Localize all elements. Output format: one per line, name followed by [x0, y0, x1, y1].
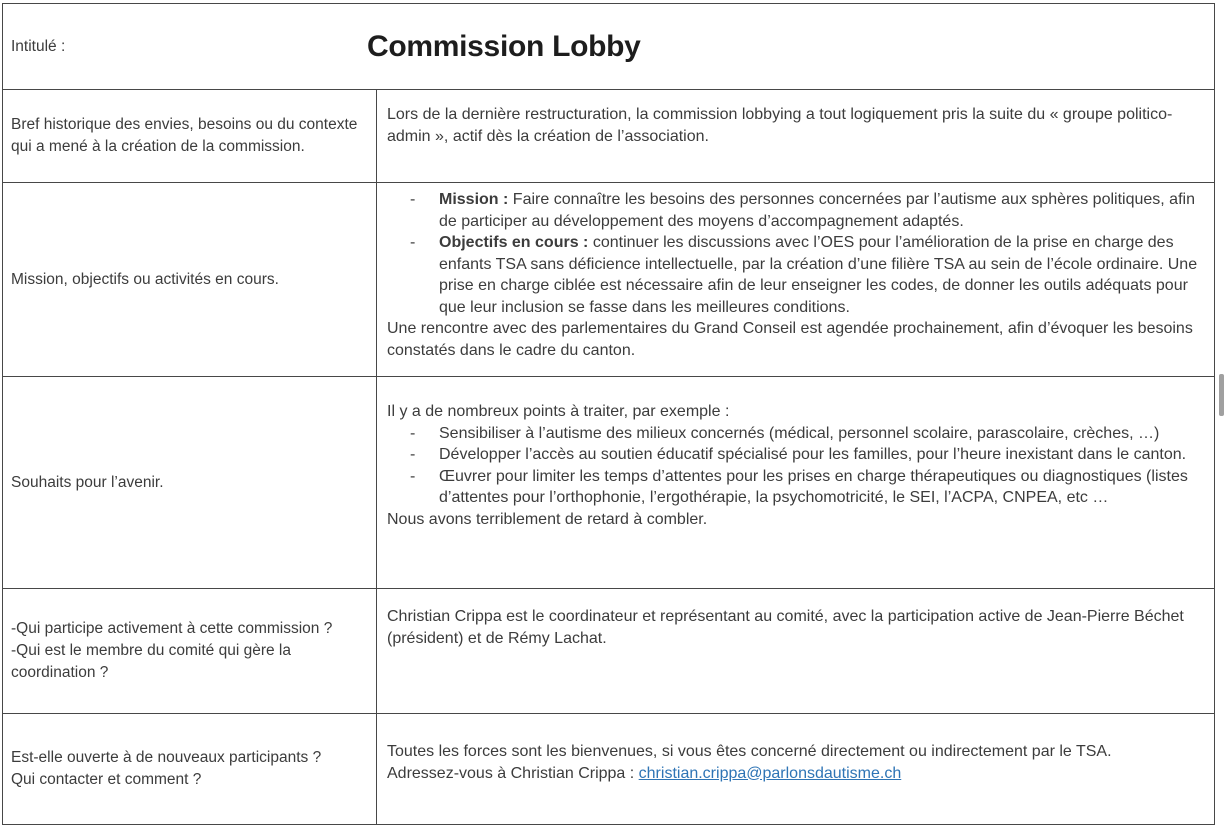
email-link[interactable]: christian.crippa@parlonsdautisme.ch	[638, 764, 902, 782]
table-row	[3, 714, 1214, 824]
bullet-text: Sensibiliser à l’autisme des milieux concernés (médical, personnel scolaire, parascolaire, crèches, …)	[439, 424, 1160, 442]
row-label-line: Est-elle ouverte à de nouveaux participants ?	[11, 749, 322, 766]
bullet-item	[387, 466, 1206, 509]
paragraph: Il y a de nombreux points à traiter, par exemple :	[387, 403, 730, 420]
row-label	[3, 589, 377, 713]
table-row	[3, 90, 1214, 183]
row-content	[377, 90, 1214, 182]
row-label	[3, 183, 377, 376]
bullet-item	[387, 232, 1206, 318]
row-label-line: -Qui participe activement à cette commission ?	[11, 620, 333, 637]
row-label-text: Souhaits pour l’avenir.	[11, 473, 164, 491]
bullet-text: Œuvrer pour limiter les temps d’attentes pour les prises en charge thérapeutiques ou diagnostiques (listes d’attentes pour l’orthophonie, l’ergothérapie, la psychomotricité, le SEI, l’ACPA, CNPEA, etc …	[439, 467, 1188, 506]
row-label	[3, 90, 377, 182]
header-label: Intitulé :	[11, 37, 66, 55]
row-label-line: Qui contacter et comment ?	[11, 771, 202, 788]
bullet-lead: Mission :	[439, 191, 509, 208]
bullet-list	[387, 189, 1206, 318]
page-title: Commission Lobby	[367, 29, 641, 63]
row-label	[3, 714, 377, 824]
scrollbar-thumb[interactable]	[1219, 374, 1224, 416]
bullet-item	[387, 423, 1206, 445]
paragraph: Toutes les forces sont les bienvenues, si vous êtes concerné directement ou indirectement par le TSA.	[387, 743, 1112, 760]
row-label-text: Bref historique des envies, besoins ou du contexte qui a mené à la création de la commission.	[11, 116, 358, 155]
paragraph: Christian Crippa est le coordinateur et représentant au comité, avec la participation active de Jean-Pierre Béchet (président) et de Rémy Lachat.	[387, 608, 1184, 647]
bullet-dash: -	[410, 234, 416, 251]
row-content	[377, 589, 1214, 713]
row-label-text: Mission, objectifs ou activités en cours.	[11, 270, 279, 288]
row-label-line: -Qui est le membre du comité qui gère la coordination ?	[11, 642, 291, 681]
bullet-dash: -	[410, 424, 416, 442]
contact-prefix: Adressez-vous à Christian Crippa :	[387, 764, 639, 782]
bullet-text: Faire connaître les besoins des personnes concernées par l’autisme aux sphères politiques, afin de participer au développement des moyens d’accompagnement adaptés.	[439, 191, 1195, 230]
bullet-item	[387, 189, 1206, 232]
row-label	[3, 377, 377, 588]
header-row	[3, 4, 1214, 90]
bullet-list	[387, 423, 1206, 509]
paragraph: Une rencontre avec des parlementaires du Grand Conseil est agendée prochainement, afin d’évoquer les besoins constatés dans le cadre du canton.	[387, 320, 1193, 359]
bullet-dash: -	[410, 467, 416, 485]
row-content	[377, 377, 1214, 588]
bullet-text: continuer les discussions avec l’OES pour l’amélioration de la prise en charge des enfants TSA sans déficience intellectuelle, par la création d’une filière TSA au sein de l’école ordinaire. Une prise en charge ciblée est nécessaire afin de leur enseigner les codes, de donner les outils adéquats pour que leur inclusion se fasse dans les meilleures conditions.	[439, 234, 1198, 316]
bullet-lead: Objectifs en cours :	[439, 234, 589, 251]
bullet-dash: -	[410, 446, 416, 463]
bullet-text: Développer l’accès au soutien éducatif spécialisé pour les familles, pour l’heure inexistant dans le canton.	[439, 446, 1187, 463]
bullet-dash: -	[410, 191, 416, 208]
commission-table	[2, 3, 1215, 825]
paragraph: Lors de la dernière restructuration, la commission lobbying a tout logiquement pris la suite du « groupe politico-admin », actif dès la création de l’association.	[387, 106, 1173, 145]
row-content	[377, 714, 1214, 824]
table-row	[3, 183, 1214, 377]
bullet-item	[387, 444, 1206, 466]
table-row	[3, 377, 1214, 589]
contact-line	[387, 763, 1206, 785]
row-content	[377, 183, 1214, 376]
table-row	[3, 589, 1214, 714]
paragraph: Nous avons terriblement de retard à combler.	[387, 510, 708, 528]
